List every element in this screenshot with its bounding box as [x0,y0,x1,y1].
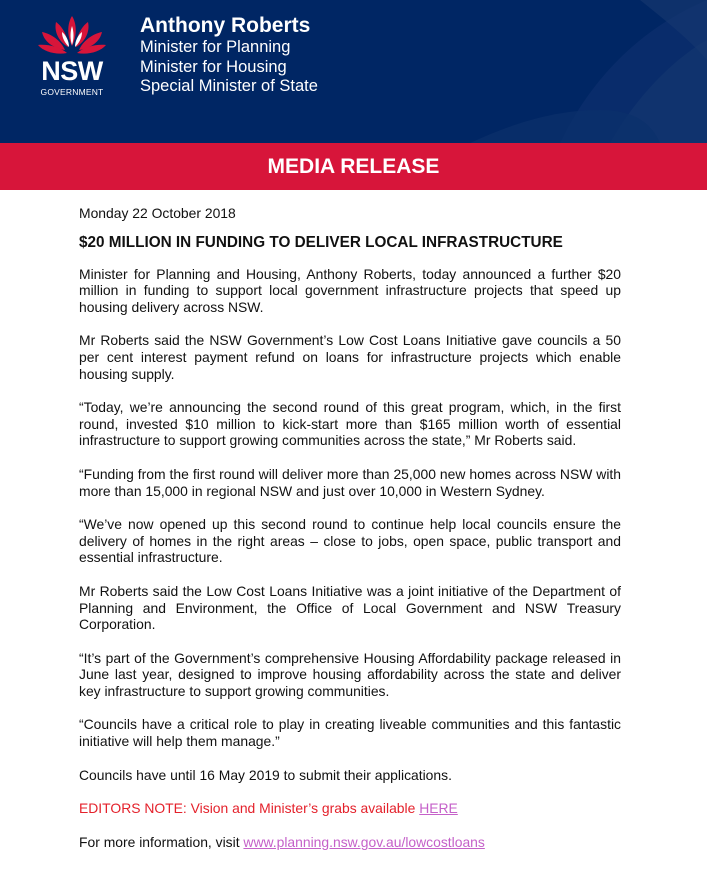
header [0,0,707,143]
waratah-flower-icon [34,14,110,60]
minister-name: Anthony Roberts [140,14,311,37]
paragraph: “Today, we’re announcing the second round of this great program, which, in the first round, invested $10 million to kick-start more than $165 million worth of essential infrastructure to support growing communities across the state,” Mr Roberts said. [79,399,621,449]
paragraph: Mr Roberts said the NSW Government’s Low Cost Loans Initiative gave councils a 50 per cent interest payment refund on loans for infrastructure projects which enable housing supply. [79,332,621,382]
editors-note-text: EDITORS NOTE: Vision and Minister’s grabs available [79,800,420,817]
paragraph: Councils have until 16 May 2019 to submit their applications. [79,766,452,783]
logo-nsw-text: NSW [41,56,103,86]
editors-note [79,800,621,817]
minister-role: Minister for Planning [140,38,291,56]
logo-government-text: GOVERNMENT [40,87,104,97]
paragraph: “It’s part of the Government’s comprehensive Housing Affordability package released in June last year, designed to improve housing affordability across the state and deliver key infrastructure to support growing communities. [79,649,621,699]
release-date: Monday 22 October 2018 [79,205,236,221]
paragraph: Mr Roberts said the Low Cost Loans Initiative was a joint initiative of the Department of Planning and Environment, the Office of Local Government and NSW Treasury Corporation. [79,582,621,633]
more-info-text: For more information, visit [79,833,244,850]
nsw-government-logo [34,14,110,98]
paragraph: Minister for Planning and Housing, Anthony Roberts, today announced a further $20 million in funding to support local government infrastructure projects that speed up housing delivery across NSW. [79,265,621,315]
minister-block [140,13,318,97]
more-info [79,834,621,851]
release-body [79,205,621,867]
paragraph: “Funding from the first round will deliver more than 25,000 new homes across NSW with more than 15,000 in regional NSW and just over 10,000 in Western Sydney. [79,465,621,499]
minister-role: Special Minister of State [140,77,318,95]
paragraph: “Councils have a critical role to play in creating liveable communities and this fantastic initiative will help them manage.” [79,716,621,750]
release-headline: $20 MILLION IN FUNDING TO DELIVER LOCAL INFRASTRUCTURE [79,233,563,251]
minister-role: Minister for Housing [140,57,287,76]
paragraph: “We’ve now opened up this second round to continue help local councils ensure the delivery of homes in the right areas – close to jobs, open space, public transport and essential infrastructure. [79,516,621,566]
low-cost-loans-link[interactable]: www.planning.nsw.gov.au/lowcostloans [243,833,485,850]
editors-note-here-link[interactable]: HERE [419,800,458,817]
media-release-banner: MEDIA RELEASE [0,143,707,190]
